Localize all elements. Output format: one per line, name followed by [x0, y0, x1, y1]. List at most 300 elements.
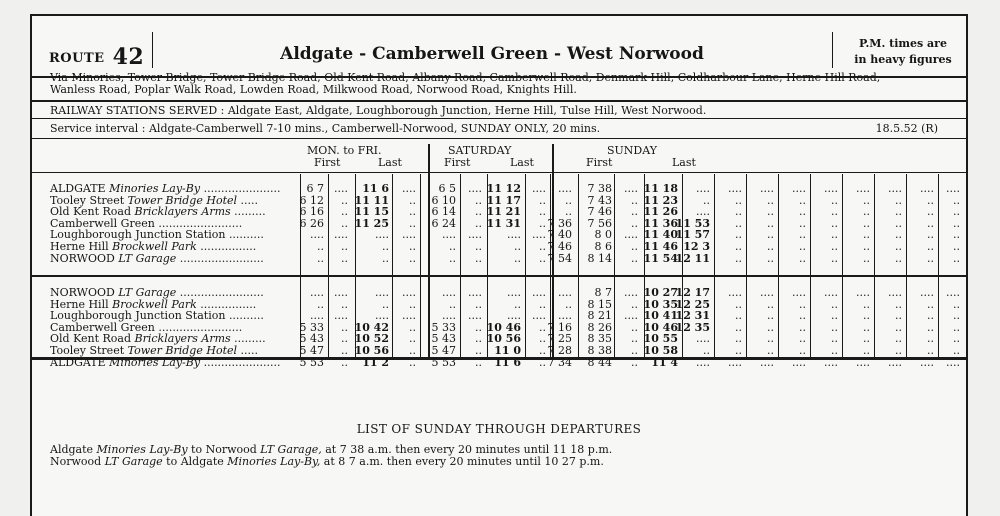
time-cell: ....	[824, 286, 838, 299]
time-cell: ..	[799, 344, 806, 357]
route-number: 42	[112, 44, 145, 70]
time-cell: ..	[953, 297, 960, 311]
time-cell: ....	[624, 182, 638, 195]
time-cell: 8 35	[587, 332, 612, 346]
time-cell: ..	[409, 332, 416, 346]
section-divider-rule	[32, 275, 966, 277]
column-separator	[906, 174, 907, 357]
time-cell: 8 6	[594, 240, 612, 253]
time-cell: ..	[317, 240, 324, 253]
time-cell: 7 56	[587, 216, 612, 230]
time-cell: ..	[449, 240, 456, 253]
time-cell: ....	[442, 286, 456, 299]
railway-stations: RAILWAY STATIONS SERVED : Aldgate East, Aldgate, Loughborough Junction, Herne Hill, Tulse Hill, West Norwood.	[50, 104, 707, 117]
time-cell: 10 42	[354, 320, 389, 334]
time-cell: ....	[946, 182, 960, 195]
time-cell: ..	[475, 205, 482, 219]
time-cell: ....	[375, 309, 389, 323]
time-cell: ..	[341, 216, 348, 230]
time-cell: ..	[341, 355, 348, 369]
pm-note-line1: P.M. times are	[859, 37, 947, 50]
time-cell: 5 33	[431, 320, 456, 334]
stop-leader: ........................	[158, 320, 243, 334]
time-cell: ..	[631, 320, 638, 334]
time-cell: ..	[831, 251, 838, 265]
time-cell: 5 43	[431, 332, 456, 346]
time-cell: ..	[831, 320, 838, 334]
time-cell: ..	[831, 297, 838, 311]
time-cell: ....	[402, 286, 416, 299]
time-cell: ..	[767, 205, 774, 219]
time-cell: ..	[409, 251, 416, 265]
time-cell: ..	[953, 251, 960, 265]
time-cell: ..	[767, 297, 774, 311]
time-cell: ..	[475, 193, 482, 207]
time-cell: ....	[375, 286, 389, 299]
time-cell: ..	[409, 355, 416, 369]
time-cell: 6 7	[306, 182, 324, 195]
time-cell: 11 26	[643, 205, 678, 219]
time-cell: 7 40	[547, 228, 572, 242]
stop-leader: ..........	[228, 228, 264, 242]
time-cell: ..	[895, 297, 902, 311]
divider-rule	[32, 118, 966, 119]
column-separator	[746, 174, 747, 357]
time-cell: ..	[382, 297, 389, 311]
time-cell: ..	[565, 297, 572, 311]
time-cell: ..	[449, 297, 456, 311]
time-cell: ..	[475, 344, 482, 357]
time-cell: ..	[341, 205, 348, 219]
time-cell: ..	[735, 332, 742, 346]
time-cell: ..	[475, 251, 482, 265]
pm-note	[844, 36, 962, 68]
time-cell: ....	[532, 286, 546, 299]
time-cell: 11 12	[486, 182, 521, 195]
time-cell: 5 33	[299, 320, 324, 334]
dep-stop: Minories Lay-By,	[227, 455, 321, 468]
stop-leader: .....	[237, 344, 259, 357]
time-cell: ..	[735, 344, 742, 357]
time-cell: ..	[631, 344, 638, 357]
time-cell: ..	[799, 228, 806, 242]
stop-detail: Tower Bridge Hotel	[127, 193, 238, 207]
time-cell: 11 36	[643, 216, 678, 230]
time-cell: 7 46	[587, 205, 612, 219]
time-cell: ..	[927, 320, 934, 334]
time-cell: ..	[735, 309, 742, 323]
stop-leader: ........................	[176, 286, 264, 299]
time-cell: 11 40	[643, 228, 678, 242]
time-cell: 7 54	[547, 251, 572, 265]
header-sunday-first: First	[586, 156, 613, 169]
time-cell: ....	[468, 182, 482, 195]
time-cell: 10 46	[486, 320, 521, 334]
time-cell: 12 3	[683, 240, 710, 253]
time-cell: ..	[863, 320, 870, 334]
stop-label: Old Kent Road	[50, 205, 135, 219]
time-cell: ....	[558, 182, 572, 195]
dep-stop: LT Garage	[104, 455, 163, 468]
stop-label: ALDGATE	[50, 355, 110, 369]
time-cell: ..	[317, 297, 324, 311]
column-separator	[874, 174, 875, 357]
time-cell: ..	[341, 332, 348, 346]
column-separator	[714, 174, 715, 357]
time-cell: ..	[735, 240, 742, 253]
time-cell: ..	[799, 332, 806, 346]
time-cell: 10 46	[643, 320, 678, 334]
time-cell: ..	[514, 297, 521, 311]
time-cell: ....	[792, 355, 806, 369]
time-cell: 5 43	[299, 332, 324, 346]
through-departure-line	[50, 455, 604, 468]
time-cell: ..	[767, 309, 774, 323]
time-cell: 10 58	[643, 344, 678, 357]
time-cell: 11 53	[675, 216, 710, 230]
time-cell: ..	[767, 216, 774, 230]
time-cell: ..	[927, 309, 934, 323]
stop-detail: Brockwell Park	[112, 297, 197, 311]
time-cell: ..	[409, 240, 416, 253]
time-cell: ..	[953, 193, 960, 207]
time-cell: 12 31	[675, 309, 710, 323]
time-cell: 7 43	[587, 193, 612, 207]
dep-text: Norwood	[50, 455, 105, 468]
time-cell: ..	[895, 332, 902, 346]
time-cell: ..	[341, 320, 348, 334]
time-cell: ....	[442, 309, 456, 323]
time-cell: ..	[831, 344, 838, 357]
time-cell: ....	[792, 286, 806, 299]
table-header-rule	[32, 172, 966, 173]
time-cell: 10 35	[643, 297, 678, 311]
time-cell: 7 28	[547, 344, 572, 357]
time-cell: ..	[409, 344, 416, 357]
header-sunday-last: Last	[672, 156, 696, 169]
time-cell: ..	[895, 240, 902, 253]
time-cell: ..	[317, 251, 324, 265]
time-cell: ..	[539, 355, 546, 369]
time-cell: 11 6	[494, 355, 521, 369]
time-cell: ..	[927, 205, 934, 219]
time-cell: ....	[920, 182, 934, 195]
time-cell: ..	[927, 344, 934, 357]
time-cell: ..	[409, 205, 416, 219]
service-interval: Service interval : Aldgate-Camberwell 7-10 mins., Camberwell-Norwood, SUNDAY ONLY, 20 mins.	[50, 122, 601, 135]
time-cell: ..	[735, 216, 742, 230]
time-cell: ..	[631, 205, 638, 219]
time-cell: 11 15	[354, 205, 389, 219]
time-cell: ....	[532, 182, 546, 195]
time-cell: 6 26	[299, 216, 324, 230]
column-separator	[328, 174, 329, 357]
time-cell: ..	[539, 344, 546, 357]
time-cell: ..	[953, 205, 960, 219]
via-route	[50, 72, 955, 96]
time-cell: ....	[507, 228, 521, 242]
column-separator	[810, 174, 811, 357]
column-separator	[938, 174, 939, 357]
stop-label: NORWOOD	[50, 251, 119, 265]
time-cell: ..	[631, 240, 638, 253]
time-cell: 11 17	[486, 193, 521, 207]
time-cell: ..	[799, 205, 806, 219]
route-label	[49, 42, 144, 68]
time-cell: ....	[888, 182, 902, 195]
time-cell: 11 18	[643, 182, 678, 195]
time-cell: ....	[532, 309, 546, 323]
time-cell: ..	[475, 355, 482, 369]
time-cell: ..	[341, 240, 348, 253]
time-cell: ..	[863, 240, 870, 253]
time-cell: ..	[831, 309, 838, 323]
stop-leader: ........................	[158, 216, 243, 230]
time-cell: 8 44	[587, 355, 612, 369]
time-cell: ....	[468, 309, 482, 323]
time-cell: ..	[514, 251, 521, 265]
time-cell: ..	[895, 193, 902, 207]
time-cell: ..	[409, 320, 416, 334]
time-cell: ....	[507, 309, 521, 323]
time-cell: ....	[760, 355, 774, 369]
divider-rule	[32, 138, 966, 139]
time-cell: ..	[767, 193, 774, 207]
time-cell: ..	[539, 332, 546, 346]
time-cell: ..	[631, 297, 638, 311]
time-cell: ..	[382, 240, 389, 253]
time-cell: ..	[767, 332, 774, 346]
stop-leader: ......................	[200, 182, 281, 195]
time-cell: ..	[539, 320, 546, 334]
stop-leader: ......................	[200, 355, 281, 369]
time-cell: ..	[831, 332, 838, 346]
time-cell: 11 54	[643, 251, 678, 265]
time-cell: ..	[927, 240, 934, 253]
dep-text: to Norwood	[187, 443, 261, 456]
stop-label: Old Kent Road	[50, 332, 135, 346]
time-cell: ..	[735, 251, 742, 265]
time-cell: 8 38	[587, 344, 612, 357]
time-cell: ....	[824, 355, 838, 369]
time-cell: ....	[946, 355, 960, 369]
stop-label: Loughborough Junction Station	[50, 309, 229, 323]
time-cell: 11 46	[643, 240, 678, 253]
time-cell: ....	[624, 228, 638, 242]
time-cell: ....	[946, 286, 960, 299]
time-cell: ..	[475, 320, 482, 334]
time-cell: ..	[895, 228, 902, 242]
time-cell: 10 52	[354, 332, 389, 346]
time-cell: ....	[888, 286, 902, 299]
time-cell: ..	[927, 193, 934, 207]
time-cell: 12 11	[675, 251, 710, 265]
time-cell: ..	[539, 205, 546, 219]
time-cell: ..	[341, 344, 348, 357]
time-cell: ..	[799, 216, 806, 230]
stop-leader: .....	[237, 193, 259, 207]
time-cell: ..	[895, 344, 902, 357]
time-cell: ..	[831, 205, 838, 219]
time-cell: ....	[310, 228, 324, 242]
time-cell: ....	[696, 205, 710, 219]
time-cell: ....	[375, 228, 389, 242]
column-separator	[392, 174, 393, 357]
time-cell: ....	[624, 309, 638, 323]
time-cell: ....	[334, 286, 348, 299]
time-cell: 11 25	[354, 216, 389, 230]
time-cell: 10 56	[486, 332, 521, 346]
time-cell: ..	[409, 297, 416, 311]
stop-leader: .........	[230, 205, 266, 219]
time-cell: 6 10	[431, 193, 456, 207]
time-cell: 11 31	[486, 216, 521, 230]
stop-leader: ................	[196, 240, 257, 253]
time-cell: ....	[920, 286, 934, 299]
title-divider-right	[832, 32, 833, 68]
title-divider-left	[152, 32, 153, 68]
time-cell: ..	[735, 320, 742, 334]
time-cell: ..	[831, 240, 838, 253]
pm-note-line2: in heavy figures	[854, 53, 952, 66]
time-cell: 11 0	[494, 344, 521, 357]
time-cell: ....	[856, 355, 870, 369]
stop-label: Loughborough Junction Station	[50, 228, 229, 242]
time-cell: 11 57	[675, 228, 710, 242]
time-cell: ..	[409, 193, 416, 207]
time-cell: ..	[767, 344, 774, 357]
time-cell: ..	[953, 320, 960, 334]
dep-text: to Aldgate	[162, 455, 228, 468]
stop-label: Camberwell Green	[50, 216, 159, 230]
time-cell: ....	[760, 182, 774, 195]
time-cell: 5 47	[431, 344, 456, 357]
time-cell: ....	[402, 182, 416, 195]
stop-leader: .........	[230, 332, 266, 346]
time-cell: 10 41	[643, 309, 678, 323]
time-cell: ..	[703, 344, 710, 357]
stop-label: Tooley Street	[50, 193, 128, 207]
time-cell: ....	[310, 309, 324, 323]
time-cell: 12 25	[675, 297, 710, 311]
column-separator	[460, 174, 461, 357]
time-cell: ..	[863, 228, 870, 242]
time-cell: ....	[402, 309, 416, 323]
header-saturday-first: First	[444, 156, 471, 169]
time-cell: 10 56	[354, 344, 389, 357]
stop-leader: ..........	[228, 309, 264, 323]
stop-label: Camberwell Green	[50, 320, 159, 334]
column-separator	[778, 174, 779, 357]
dep-stop: Minories Lay-By	[96, 443, 188, 456]
time-cell: 12 17	[675, 286, 710, 299]
time-cell: ..	[767, 240, 774, 253]
time-cell: ..	[831, 193, 838, 207]
time-cell: ..	[631, 355, 638, 369]
time-cell: ..	[799, 320, 806, 334]
time-cell: ..	[863, 332, 870, 346]
time-cell: ..	[735, 205, 742, 219]
time-cell: 11 11	[354, 193, 389, 207]
time-cell: ..	[449, 251, 456, 265]
time-cell: ..	[799, 309, 806, 323]
stop-name	[50, 357, 281, 369]
time-cell: 7 36	[547, 216, 572, 230]
header-sunday: SUNDAY	[607, 144, 658, 157]
column-separator	[614, 174, 615, 357]
time-cell: 6 24	[431, 216, 456, 230]
time-cell: ..	[863, 216, 870, 230]
time-cell: ..	[382, 251, 389, 265]
time-cell: ....	[888, 355, 902, 369]
time-cell: ..	[631, 216, 638, 230]
dep-text: Aldgate	[50, 443, 97, 456]
header-saturday: SATURDAY	[448, 144, 512, 157]
time-cell: ..	[863, 193, 870, 207]
time-cell: 11 4	[651, 355, 678, 369]
dep-text: at 8 7 a.m. then every 20 minutes until 10 27 p.m.	[320, 455, 604, 468]
time-cell: 7 16	[547, 320, 572, 334]
time-cell: ..	[475, 216, 482, 230]
time-cell: ..	[735, 297, 742, 311]
time-cell: ..	[631, 193, 638, 207]
time-cell: ....	[728, 286, 742, 299]
time-cell: ..	[539, 251, 546, 265]
time-cell: ..	[953, 240, 960, 253]
time-cell: ..	[895, 309, 902, 323]
time-cell: ..	[895, 320, 902, 334]
time-cell: 5 47	[299, 344, 324, 357]
time-cell: 5 53	[431, 355, 456, 369]
stop-detail: Minories Lay-By	[109, 182, 201, 195]
time-cell: ..	[831, 228, 838, 242]
time-cell: ..	[863, 309, 870, 323]
stop-name	[50, 253, 264, 265]
time-cell: ....	[334, 228, 348, 242]
page-title: Aldgate - Camberwell Green - West Norwood	[280, 44, 704, 64]
time-cell: 10 27	[643, 286, 678, 299]
time-cell: ....	[334, 309, 348, 323]
time-cell: 11 6	[362, 182, 389, 195]
dep-text: at 7 38 a.m. then every 20 minutes until 11 18 p.m.	[321, 443, 613, 456]
time-cell: ..	[539, 216, 546, 230]
time-cell: ..	[895, 216, 902, 230]
time-cell: 11 2	[362, 355, 389, 369]
time-cell: ..	[953, 344, 960, 357]
stop-label: NORWOOD	[50, 286, 119, 299]
header-mon-fri: MON. to FRI.	[307, 144, 382, 157]
column-separator	[525, 174, 526, 357]
column-separator	[420, 174, 421, 357]
stop-detail: LT Garage	[118, 251, 177, 265]
time-cell: ..	[514, 240, 521, 253]
time-cell: ..	[341, 193, 348, 207]
time-cell: ....	[856, 182, 870, 195]
time-cell: ....	[532, 228, 546, 242]
time-cell: ....	[310, 286, 324, 299]
time-cell: 8 15	[587, 297, 612, 311]
time-cell: ....	[468, 228, 482, 242]
time-cell: ..	[863, 297, 870, 311]
time-cell: ....	[558, 286, 572, 299]
time-cell: ....	[824, 182, 838, 195]
time-cell: ..	[927, 228, 934, 242]
time-cell: 12 35	[675, 320, 710, 334]
stop-label: Herne Hill	[50, 297, 113, 311]
through-departures-title: LIST OF SUNDAY THROUGH DEPARTURES	[356, 422, 642, 436]
time-cell: ....	[558, 309, 572, 323]
stop-detail: Bricklayers Arms	[134, 205, 231, 219]
